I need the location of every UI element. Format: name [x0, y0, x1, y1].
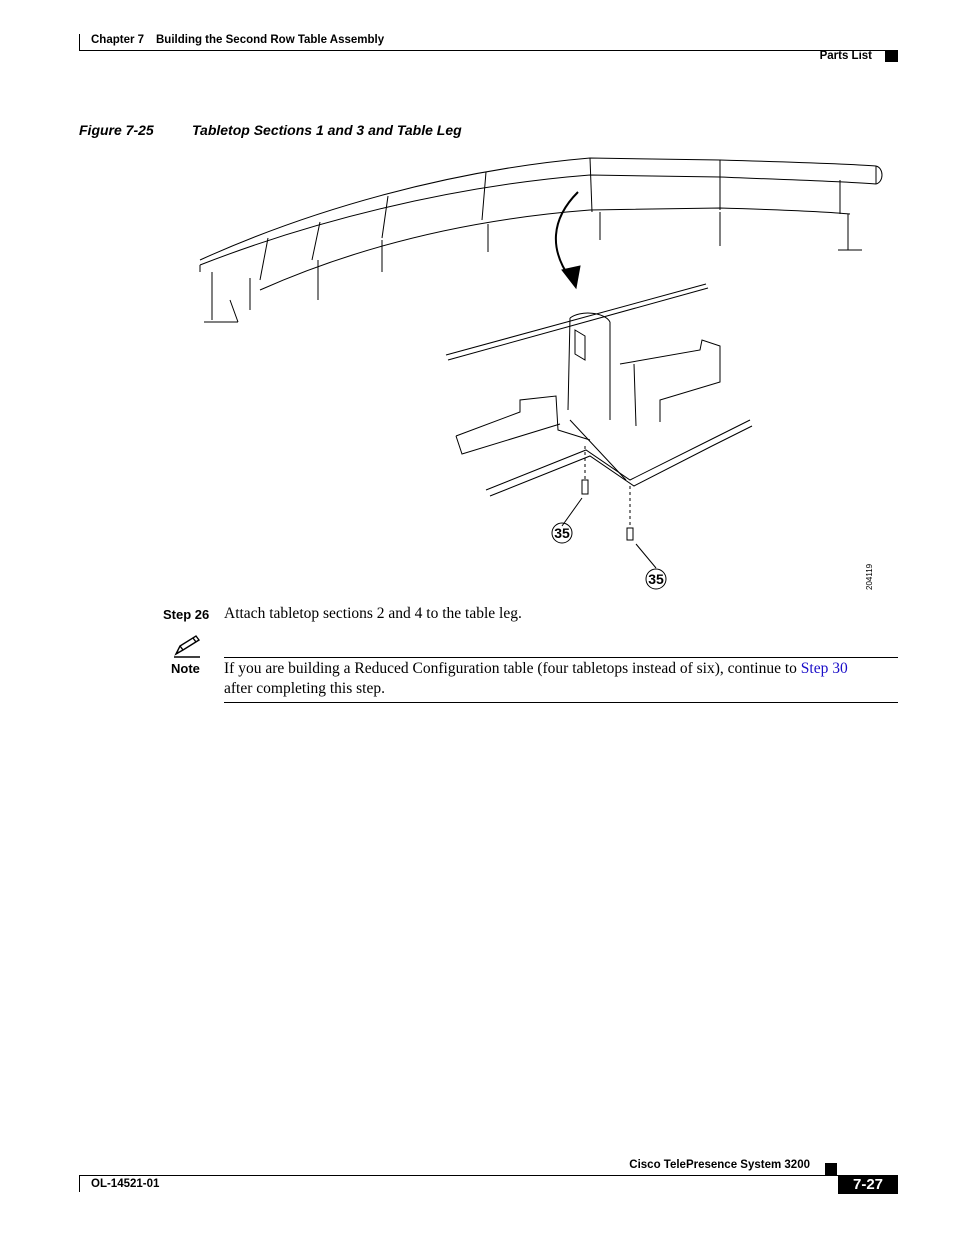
note-rule-bottom	[224, 702, 898, 703]
header-chapter-title: Building the Second Row Table Assembly	[156, 34, 385, 46]
step-30-link[interactable]: Step 30	[800, 660, 848, 677]
callout-left-label: 35	[554, 525, 570, 541]
footer-rule-vertical	[79, 1175, 80, 1192]
figure-id: 204119	[865, 563, 874, 590]
footer-marker	[825, 1163, 837, 1175]
header-rule	[79, 50, 898, 51]
callout-right-label: 35	[648, 571, 664, 587]
header-marker	[885, 50, 898, 62]
step-label: Step 26	[163, 607, 210, 622]
note-text-before: If you are building a Reduced Configuration table (four tabletops instead of six), continue to	[224, 660, 801, 677]
figure-illustration	[190, 150, 890, 595]
note-text	[224, 659, 898, 698]
note-label: Note	[171, 661, 200, 676]
footer-product: Cisco TelePresence System 3200	[629, 1159, 810, 1171]
header-rule-vertical	[79, 34, 80, 51]
footer-page-number: 7-27	[838, 1175, 898, 1194]
footer-rule	[79, 1175, 898, 1176]
figure-number: Figure 7-25	[79, 122, 154, 138]
step-text: Attach tabletop sections 2 and 4 to the table leg.	[224, 605, 522, 622]
footer-doc-number: OL-14521-01	[91, 1178, 160, 1190]
note-rule-top	[224, 657, 898, 658]
note-text-after: after completing this step.	[224, 679, 385, 697]
pencil-icon	[172, 634, 202, 658]
figure-title: Tabletop Sections 1 and 3 and Table Leg	[192, 122, 462, 138]
header-chapter: Chapter 7	[91, 34, 145, 46]
header-section: Parts List	[819, 50, 872, 62]
